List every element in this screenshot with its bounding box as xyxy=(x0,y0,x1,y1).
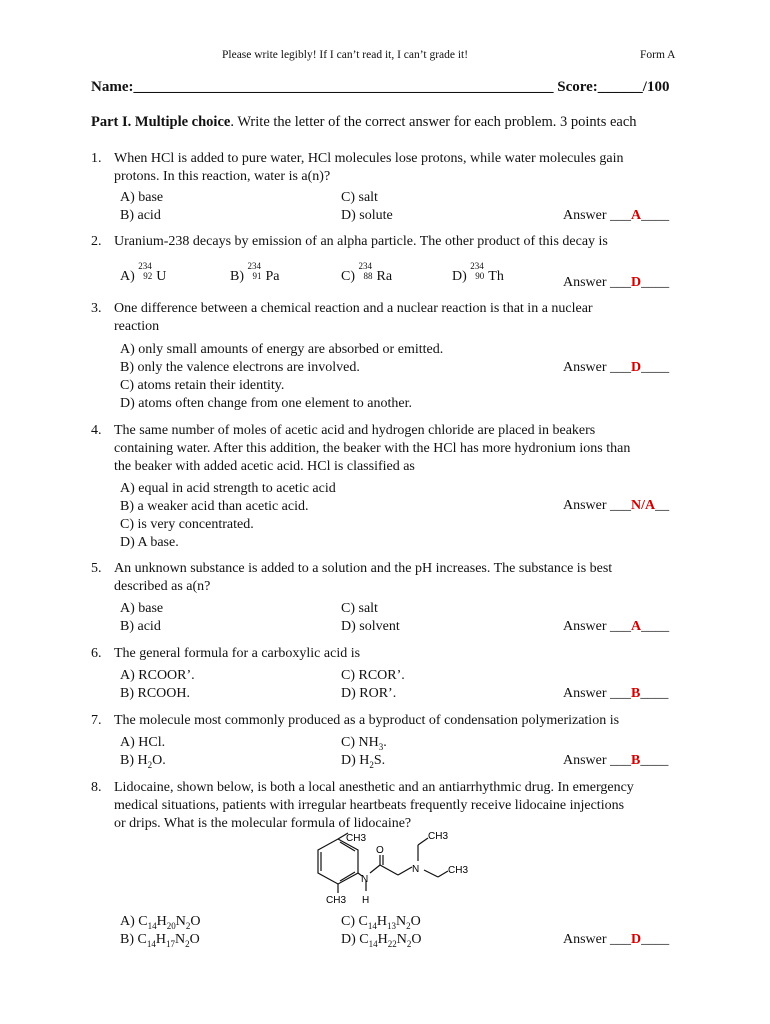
choice-d: D) ROR’. xyxy=(341,686,397,701)
choice-d: D) $C_{14}H_{22}N_2O$ xyxy=(341,932,422,949)
choice-a: A) RCOOR’. xyxy=(120,668,195,683)
question-text: An unknown substance is added to a solution and the pH increases. The substance is best xyxy=(114,561,613,576)
ch3-label: CH3 xyxy=(448,865,469,876)
question-number: 6. xyxy=(91,646,102,661)
choice-b: B) RCOOH. xyxy=(120,686,191,701)
choice-d: D) solute xyxy=(341,208,393,223)
choice-a: A) base xyxy=(120,601,164,616)
question-text: When HCl is added to pure water, HCl molecules lose protons, while water molecules gain xyxy=(114,151,624,166)
choice-d: D) 234 90 Th xyxy=(452,261,504,284)
name-line xyxy=(91,78,669,96)
answer-line[interactable]: Answer ___D____ xyxy=(563,275,670,290)
ch3-label: CH3 xyxy=(326,895,347,906)
choice-c: C) atoms retain their identity. xyxy=(120,378,285,393)
question-text: Lidocaine, shown below, is both a local anesthetic and an antiarrhythmic drug. In emergency xyxy=(114,780,634,795)
question-number: 8. xyxy=(91,780,102,795)
choice-c: C) $C_{14}H_{13}N_2O$ xyxy=(341,914,421,931)
answer-label: Answer xyxy=(563,498,611,513)
answer-value: B xyxy=(631,686,641,701)
question-text: One difference between a chemical reaction and a nuclear reaction is that in a nuclear xyxy=(114,301,593,316)
question-number: 2. xyxy=(91,234,102,249)
question-text: or drips. What is the molecular formula of lidocaine? xyxy=(114,816,412,831)
answer-value: D xyxy=(631,360,642,375)
benzene-ring xyxy=(318,839,358,884)
question-text: The general formula for a carboxylic acid is xyxy=(114,646,361,661)
answer-line[interactable]: Answer ___A____ xyxy=(563,619,670,634)
answer-label: Answer xyxy=(563,686,611,701)
question-number: 4. xyxy=(91,423,102,438)
choice-b: B) $C_{14}H_{17}N_2O$ xyxy=(120,932,200,949)
question-text: protons. In this reaction, water is a(n)? xyxy=(114,169,331,184)
answer-label: Answer xyxy=(563,208,611,223)
answer-label: Answer xyxy=(563,275,611,290)
lidocaine-structure xyxy=(290,825,510,910)
amide-n-label: N xyxy=(361,874,369,885)
question-text: The same number of moles of acetic acid and hydrogen chloride are placed in beakers xyxy=(114,423,596,438)
question-text: containing water. After this addition, the beaker with the HCl has more hydronium ions than xyxy=(114,441,631,456)
choice-c: C) salt xyxy=(341,190,378,205)
question-text: medical situations, patients with irregular heartbeats frequently receive lidocaine injections xyxy=(114,798,625,813)
choice-d: D) $H_2S$. xyxy=(341,753,386,770)
answer-line[interactable]: Answer ___B____ xyxy=(563,753,669,768)
choice-a: A) base xyxy=(120,190,164,205)
score-label: Score: xyxy=(557,79,598,95)
amine-n-label: N xyxy=(412,864,420,875)
choice-c: C) 234 88 Ra xyxy=(341,261,393,284)
answer-line[interactable]: Answer ___D____ xyxy=(563,360,670,375)
choice-d: D) A base. xyxy=(120,535,179,550)
question-text: Uranium-238 decays by emission of an alpha particle. The other product of this decay is xyxy=(114,234,608,249)
answer-value: N/A xyxy=(631,498,656,513)
choice-a: A) equal in acid strength to acetic acid xyxy=(120,481,336,496)
hydrogen-label: H xyxy=(362,895,370,906)
question-number: 5. xyxy=(91,561,102,576)
form-label: Form A xyxy=(640,49,676,61)
choice-b: B) 234 91 Pa xyxy=(230,261,280,284)
choice-a: A) 234 92 U xyxy=(120,261,167,284)
part1-instructions: . Write the letter of the correct answer for each problem. 3 points each xyxy=(230,114,637,130)
ch3-label: CH3 xyxy=(346,833,367,844)
choice-d: D) atoms often change from one element to another. xyxy=(120,396,412,411)
answer-label: Answer xyxy=(563,753,611,768)
choice-c: C) salt xyxy=(341,601,378,616)
choice-c: C) $NH_3$. xyxy=(341,735,387,752)
choice-d: D) solvent xyxy=(341,619,400,634)
oxygen-label: O xyxy=(376,845,384,856)
question-text: The molecule most commonly produced as a byproduct of condensation polymerization is xyxy=(114,713,620,728)
name-label: Name: xyxy=(91,79,134,95)
answer-line[interactable]: Answer ___N/A__ xyxy=(563,498,670,513)
answer-line[interactable]: Answer ___A____ xyxy=(563,208,670,223)
choice-b: B) acid xyxy=(120,619,161,634)
part1-heading xyxy=(91,113,637,131)
legibility-note: Please write legibly! If I can’t read it, I can’t grade it! xyxy=(222,49,469,61)
choice-a: A) only small amounts of energy are absorbed or emitted. xyxy=(120,342,444,357)
question-number: 7. xyxy=(91,713,102,728)
answer-value: A xyxy=(631,208,642,223)
answer-line[interactable]: Answer ___B____ xyxy=(563,686,669,701)
name-blank[interactable]: ________________________________________________________ xyxy=(133,79,554,95)
choice-a: A) $C_{14}H_{20}N_2O$ xyxy=(120,914,201,931)
question-text: the beaker with added acetic acid. HCl is classified as xyxy=(114,459,415,474)
question-number: 1. xyxy=(91,151,102,166)
answer-label: Answer xyxy=(563,619,611,634)
score-total: /100 xyxy=(642,79,670,95)
choice-b: B) $H_2O$. xyxy=(120,753,166,770)
answer-line[interactable]: Answer ___D____ xyxy=(563,932,670,947)
choice-c: C) is very concentrated. xyxy=(120,517,254,532)
question-text: reaction xyxy=(114,319,160,334)
answer-label: Answer xyxy=(563,360,611,375)
choice-a: A) HCl. xyxy=(120,735,166,750)
choice-b: B) only the valence electrons are involved. xyxy=(120,360,360,375)
choice-b: B) acid xyxy=(120,208,161,223)
answer-label: Answer xyxy=(563,932,611,947)
choice-c: C) RCOR’. xyxy=(341,668,405,683)
question-text: described as a(n? xyxy=(114,579,211,594)
answer-value: D xyxy=(631,932,642,947)
ch3-label: CH3 xyxy=(428,831,449,842)
question-number: 3. xyxy=(91,301,102,316)
answer-value: D xyxy=(631,275,642,290)
score-blank[interactable]: ______ xyxy=(597,79,643,95)
choice-b: B) a weaker acid than acetic acid. xyxy=(120,499,309,514)
part1-title: Part I. Multiple choice xyxy=(91,114,231,130)
answer-value: B xyxy=(631,753,641,768)
answer-value: A xyxy=(631,619,642,634)
